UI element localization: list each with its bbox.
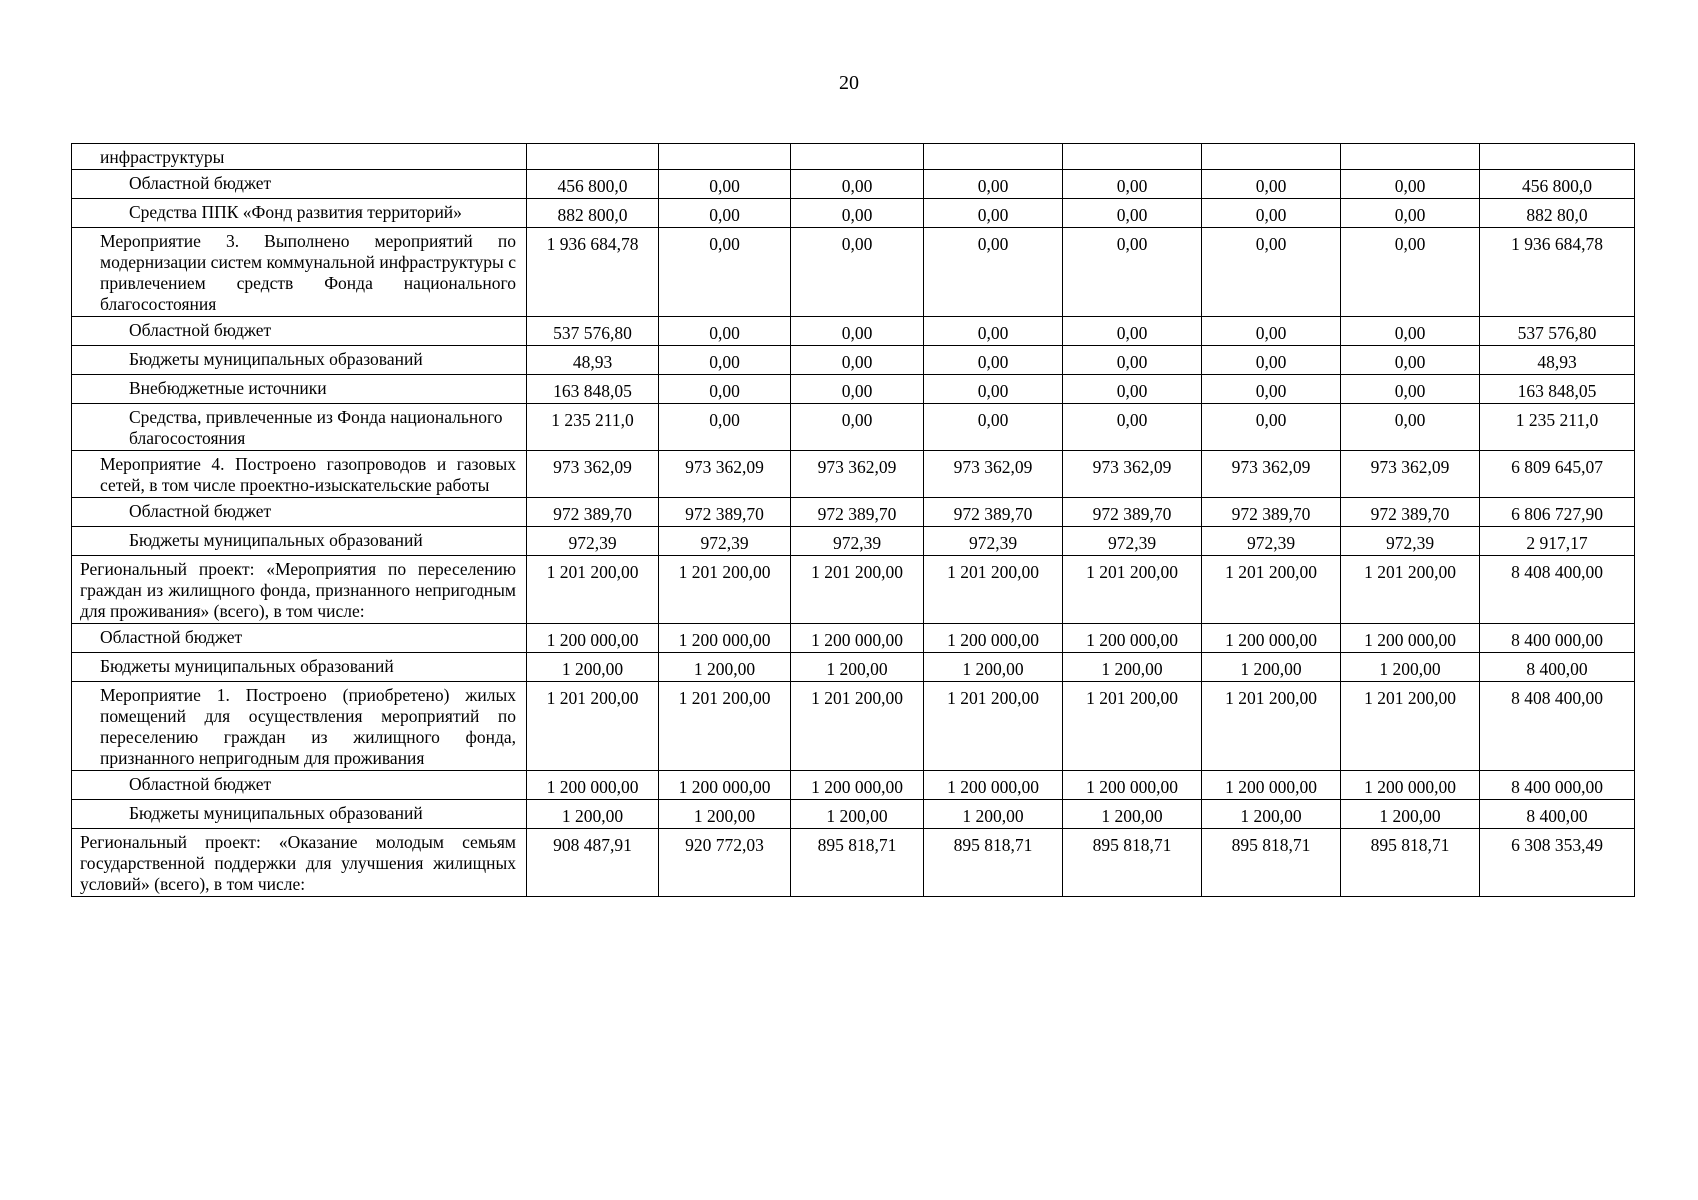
row-value-cell: 895 818,71 xyxy=(924,829,1063,897)
row-value-cell: 1 200,00 xyxy=(527,800,659,829)
row-value-cell: 163 848,05 xyxy=(527,375,659,404)
row-total-cell: 8 400,00 xyxy=(1480,653,1635,682)
row-value-cell: 0,00 xyxy=(1341,404,1480,451)
table-row xyxy=(72,170,1635,199)
row-value-cell: 972 389,70 xyxy=(527,498,659,527)
row-label: Областной бюджет xyxy=(72,170,527,199)
row-value-cell xyxy=(1341,144,1480,170)
row-label: Мероприятие 3. Выполнено мероприятий по модернизации систем коммунальной инфраструктуры с привлечением средств Фонда национального благосостояния xyxy=(72,228,527,317)
row-total-cell: 8 400 000,00 xyxy=(1480,771,1635,800)
row-value-cell xyxy=(1063,144,1202,170)
row-value-cell: 48,93 xyxy=(527,346,659,375)
row-value-cell: 0,00 xyxy=(1063,375,1202,404)
row-value-cell xyxy=(1202,144,1341,170)
row-value-cell: 972 389,70 xyxy=(791,498,924,527)
row-value-cell: 1 201 200,00 xyxy=(659,682,791,771)
row-value-cell: 0,00 xyxy=(924,170,1063,199)
table-row xyxy=(72,451,1635,498)
row-value-cell: 0,00 xyxy=(924,404,1063,451)
row-value-cell: 0,00 xyxy=(659,375,791,404)
table-row xyxy=(72,498,1635,527)
row-value-cell: 0,00 xyxy=(1341,375,1480,404)
table-row xyxy=(72,800,1635,829)
row-value-cell: 0,00 xyxy=(1341,228,1480,317)
row-value-cell: 0,00 xyxy=(1063,346,1202,375)
row-value-cell: 1 200,00 xyxy=(1341,653,1480,682)
table-row xyxy=(72,228,1635,317)
row-value-cell: 0,00 xyxy=(791,375,924,404)
row-value-cell: 0,00 xyxy=(659,346,791,375)
row-label: Областной бюджет xyxy=(72,624,527,653)
row-value-cell: 1 200,00 xyxy=(924,653,1063,682)
row-value-cell: 0,00 xyxy=(924,228,1063,317)
row-value-cell: 1 936 684,78 xyxy=(527,228,659,317)
row-label: Внебюджетные источники xyxy=(72,375,527,404)
row-value-cell xyxy=(527,144,659,170)
row-total-cell: 8 408 400,00 xyxy=(1480,682,1635,771)
budget-table xyxy=(71,143,1635,897)
row-value-cell: 920 772,03 xyxy=(659,829,791,897)
row-total-cell: 6 308 353,49 xyxy=(1480,829,1635,897)
row-value-cell: 972 389,70 xyxy=(924,498,1063,527)
row-value-cell: 0,00 xyxy=(1341,346,1480,375)
row-value-cell: 972,39 xyxy=(1063,527,1202,556)
row-value-cell: 973 362,09 xyxy=(1202,451,1341,498)
row-value-cell: 0,00 xyxy=(791,228,924,317)
row-value-cell: 1 200,00 xyxy=(1202,653,1341,682)
table-row xyxy=(72,346,1635,375)
row-label: Мероприятие 1. Построено (приобретено) жилых помещений для осуществления мероприятий по переселению граждан из жилищного фонда, признанного непригодным для проживания xyxy=(72,682,527,771)
row-total-cell: 1 936 684,78 xyxy=(1480,228,1635,317)
row-label: Региональный проект: «Мероприятия по переселению граждан из жилищного фонда, признанного непригодным для проживания» (всего), в том числе: xyxy=(72,556,527,624)
row-label: Областной бюджет xyxy=(72,771,527,800)
row-value-cell: 1 200 000,00 xyxy=(1202,771,1341,800)
row-value-cell: 895 818,71 xyxy=(791,829,924,897)
row-total-cell xyxy=(1480,144,1635,170)
row-value-cell: 0,00 xyxy=(659,199,791,228)
row-total-cell: 6 809 645,07 xyxy=(1480,451,1635,498)
row-label: Региональный проект: «Оказание молодым семьям государственной поддержки для улучшения жилищных условий» (всего), в том числе: xyxy=(72,829,527,897)
row-value-cell: 0,00 xyxy=(924,317,1063,346)
row-total-cell: 48,93 xyxy=(1480,346,1635,375)
row-value-cell: 0,00 xyxy=(659,317,791,346)
row-value-cell: 1 201 200,00 xyxy=(791,556,924,624)
table-row xyxy=(72,653,1635,682)
row-value-cell: 0,00 xyxy=(1202,170,1341,199)
row-value-cell: 972 389,70 xyxy=(659,498,791,527)
row-value-cell: 0,00 xyxy=(1202,346,1341,375)
row-value-cell: 1 200,00 xyxy=(1063,653,1202,682)
table-row xyxy=(72,527,1635,556)
row-value-cell: 1 201 200,00 xyxy=(1341,682,1480,771)
row-total-cell: 6 806 727,90 xyxy=(1480,498,1635,527)
row-value-cell: 1 200,00 xyxy=(1063,800,1202,829)
row-value-cell: 0,00 xyxy=(791,404,924,451)
row-value-cell: 0,00 xyxy=(791,346,924,375)
row-value-cell: 1 200 000,00 xyxy=(924,624,1063,653)
row-value-cell: 1 200 000,00 xyxy=(924,771,1063,800)
row-value-cell: 1 201 200,00 xyxy=(527,556,659,624)
row-value-cell: 1 201 200,00 xyxy=(1063,556,1202,624)
row-value-cell: 1 200,00 xyxy=(1341,800,1480,829)
row-value-cell: 972,39 xyxy=(1202,527,1341,556)
row-value-cell: 973 362,09 xyxy=(791,451,924,498)
row-value-cell xyxy=(659,144,791,170)
row-total-cell: 537 576,80 xyxy=(1480,317,1635,346)
table-row xyxy=(72,144,1635,170)
row-value-cell: 0,00 xyxy=(924,375,1063,404)
row-value-cell: 1 200,00 xyxy=(1202,800,1341,829)
row-value-cell: 1 200,00 xyxy=(791,800,924,829)
row-value-cell: 972,39 xyxy=(1341,527,1480,556)
row-value-cell: 1 201 200,00 xyxy=(924,556,1063,624)
row-total-cell: 1 235 211,0 xyxy=(1480,404,1635,451)
row-value-cell: 0,00 xyxy=(1341,317,1480,346)
row-value-cell: 1 200 000,00 xyxy=(1063,624,1202,653)
row-value-cell: 1 201 200,00 xyxy=(1202,556,1341,624)
row-value-cell: 972 389,70 xyxy=(1063,498,1202,527)
row-label: Бюджеты муниципальных образований xyxy=(72,346,527,375)
table-row xyxy=(72,829,1635,897)
row-value-cell: 972 389,70 xyxy=(1202,498,1341,527)
table-row xyxy=(72,199,1635,228)
row-value-cell: 1 200 000,00 xyxy=(1202,624,1341,653)
row-value-cell: 0,00 xyxy=(1202,228,1341,317)
row-value-cell: 0,00 xyxy=(1202,404,1341,451)
row-value-cell: 1 200,00 xyxy=(659,800,791,829)
row-value-cell: 0,00 xyxy=(924,199,1063,228)
row-label: Бюджеты муниципальных образований xyxy=(72,653,527,682)
row-value-cell: 1 200,00 xyxy=(791,653,924,682)
row-value-cell: 1 200 000,00 xyxy=(1063,771,1202,800)
row-value-cell: 0,00 xyxy=(1341,199,1480,228)
row-value-cell: 972,39 xyxy=(924,527,1063,556)
row-value-cell: 1 200 000,00 xyxy=(659,771,791,800)
row-total-cell: 882 80,0 xyxy=(1480,199,1635,228)
row-value-cell: 1 235 211,0 xyxy=(527,404,659,451)
row-value-cell: 0,00 xyxy=(791,317,924,346)
row-value-cell: 1 201 200,00 xyxy=(924,682,1063,771)
row-total-cell: 163 848,05 xyxy=(1480,375,1635,404)
row-value-cell: 1 200 000,00 xyxy=(659,624,791,653)
budget-table-body xyxy=(72,144,1635,897)
row-value-cell: 1 200 000,00 xyxy=(1341,771,1480,800)
row-label: Областной бюджет xyxy=(72,317,527,346)
row-total-cell: 8 400 000,00 xyxy=(1480,624,1635,653)
row-value-cell: 972,39 xyxy=(791,527,924,556)
row-value-cell: 973 362,09 xyxy=(659,451,791,498)
row-label: Средства ППК «Фонд развития территорий» xyxy=(72,199,527,228)
row-value-cell: 973 362,09 xyxy=(1063,451,1202,498)
row-value-cell: 972,39 xyxy=(527,527,659,556)
table-row xyxy=(72,556,1635,624)
row-total-cell: 456 800,0 xyxy=(1480,170,1635,199)
table-row xyxy=(72,317,1635,346)
row-total-cell: 2 917,17 xyxy=(1480,527,1635,556)
row-value-cell: 0,00 xyxy=(1063,228,1202,317)
table-row xyxy=(72,771,1635,800)
row-value-cell: 0,00 xyxy=(791,170,924,199)
table-row xyxy=(72,404,1635,451)
row-value-cell: 973 362,09 xyxy=(1341,451,1480,498)
row-value-cell: 0,00 xyxy=(1063,199,1202,228)
row-value-cell: 456 800,0 xyxy=(527,170,659,199)
row-value-cell: 537 576,80 xyxy=(527,317,659,346)
row-value-cell: 973 362,09 xyxy=(924,451,1063,498)
row-value-cell: 1 200 000,00 xyxy=(527,771,659,800)
row-label: инфраструктуры xyxy=(72,144,527,170)
row-value-cell: 895 818,71 xyxy=(1341,829,1480,897)
row-value-cell: 895 818,71 xyxy=(1202,829,1341,897)
row-value-cell: 0,00 xyxy=(659,170,791,199)
row-value-cell: 973 362,09 xyxy=(527,451,659,498)
row-value-cell: 1 200 000,00 xyxy=(1341,624,1480,653)
row-value-cell: 1 200,00 xyxy=(924,800,1063,829)
row-total-cell: 8 408 400,00 xyxy=(1480,556,1635,624)
row-value-cell: 1 201 200,00 xyxy=(1202,682,1341,771)
row-value-cell: 0,00 xyxy=(1063,404,1202,451)
row-value-cell: 0,00 xyxy=(1202,317,1341,346)
row-value-cell: 0,00 xyxy=(924,346,1063,375)
row-value-cell xyxy=(791,144,924,170)
row-total-cell: 8 400,00 xyxy=(1480,800,1635,829)
row-value-cell: 1 201 200,00 xyxy=(1341,556,1480,624)
row-value-cell: 1 200 000,00 xyxy=(791,771,924,800)
row-value-cell: 1 200,00 xyxy=(659,653,791,682)
row-value-cell: 882 800,0 xyxy=(527,199,659,228)
row-value-cell: 972 389,70 xyxy=(1341,498,1480,527)
row-value-cell: 0,00 xyxy=(1202,375,1341,404)
row-value-cell: 1 200,00 xyxy=(527,653,659,682)
row-value-cell xyxy=(924,144,1063,170)
row-label: Мероприятие 4. Построено газопроводов и газовых сетей, в том числе проектно-изыскательские работы xyxy=(72,451,527,498)
row-value-cell: 972,39 xyxy=(659,527,791,556)
row-value-cell: 908 487,91 xyxy=(527,829,659,897)
row-value-cell: 0,00 xyxy=(1063,317,1202,346)
row-label: Бюджеты муниципальных образований xyxy=(72,527,527,556)
row-value-cell: 0,00 xyxy=(659,228,791,317)
row-label: Бюджеты муниципальных образований xyxy=(72,800,527,829)
table-row xyxy=(72,624,1635,653)
row-value-cell: 1 200 000,00 xyxy=(791,624,924,653)
row-value-cell: 1 201 200,00 xyxy=(791,682,924,771)
table-row xyxy=(72,682,1635,771)
row-value-cell: 1 201 200,00 xyxy=(659,556,791,624)
table-row xyxy=(72,375,1635,404)
row-value-cell: 1 200 000,00 xyxy=(527,624,659,653)
page-number: 20 xyxy=(839,72,859,94)
row-value-cell: 0,00 xyxy=(659,404,791,451)
row-label: Областной бюджет xyxy=(72,498,527,527)
row-value-cell: 0,00 xyxy=(1202,199,1341,228)
row-value-cell: 0,00 xyxy=(1341,170,1480,199)
row-value-cell: 0,00 xyxy=(791,199,924,228)
row-label: Средства, привлеченные из Фонда национального благосостояния xyxy=(72,404,527,451)
row-value-cell: 895 818,71 xyxy=(1063,829,1202,897)
row-value-cell: 1 201 200,00 xyxy=(1063,682,1202,771)
row-value-cell: 0,00 xyxy=(1063,170,1202,199)
row-value-cell: 1 201 200,00 xyxy=(527,682,659,771)
